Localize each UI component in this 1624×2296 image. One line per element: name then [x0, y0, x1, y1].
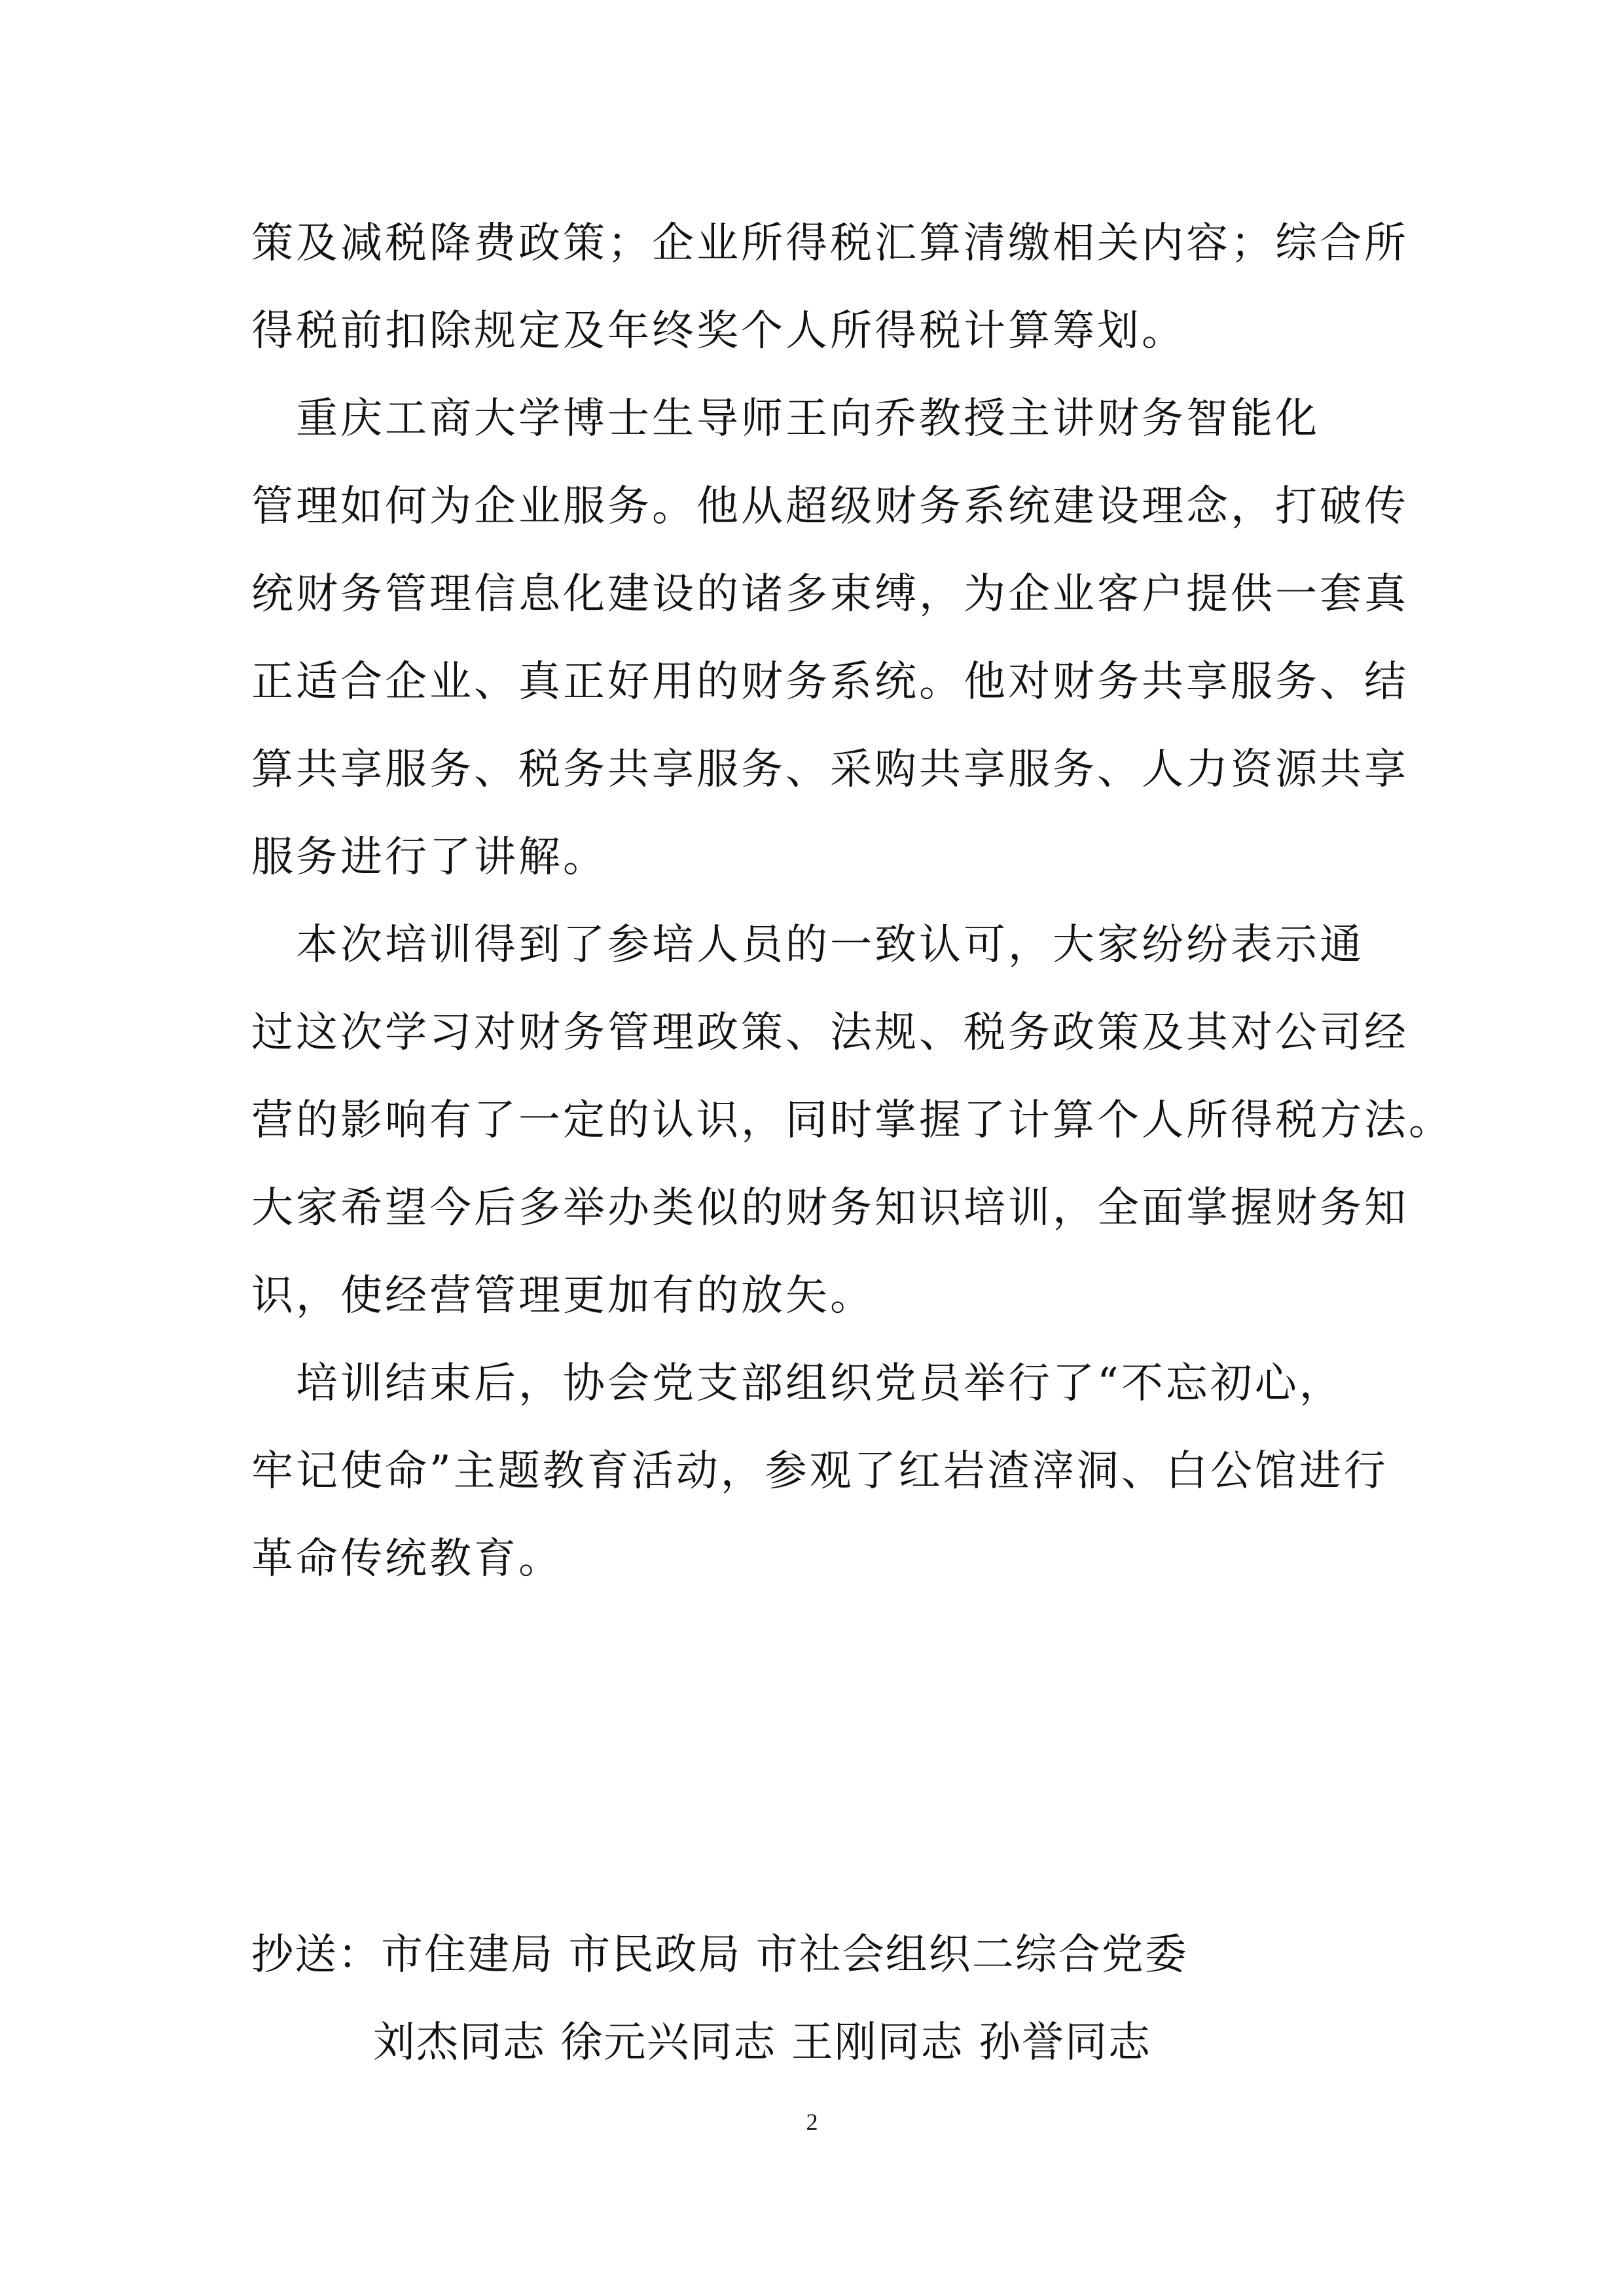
text-line: 策及减税降费政策；企业所得税汇算清缴相关内容；综合所 — [251, 219, 1409, 268]
body-text — [251, 200, 1453, 1603]
text-line: 牢记使命”主题教育活动，参观了红岩渣滓洞、白公馆进行 — [251, 1447, 1388, 1496]
text-line: 营的影响有了一定的认识，同时掌握了计算个人所得税方法。 — [251, 1096, 1453, 1145]
text-line: 本次培训得到了参培人员的一致认可，大家纷纷表示通 — [251, 921, 1364, 969]
text-line: 革命传统教育。 — [251, 1535, 563, 1583]
text-line: 正适合企业、真正好用的财务系统。他对财务共享服务、结 — [251, 658, 1409, 706]
text-line: 过这次学习对财务管理政策、法规、税务政策及其对公司经 — [251, 1009, 1409, 1057]
text-line: 识，使经营管理更加有的放矢。 — [251, 1272, 875, 1320]
cc-block — [251, 1911, 1390, 2087]
text-line: 大家希望今后多举办类似的财务知识培训，全面掌握财务知 — [251, 1184, 1409, 1232]
text-line: 统财务管理信息化建设的诸多束缚，为企业客户提供一套真 — [251, 570, 1409, 619]
text-line: 管理如何为企业服务。他从超级财务系统建设理念，打破传 — [251, 482, 1409, 531]
text-line: 重庆工商大学博士生导师王向乔教授主讲财务智能化 — [251, 395, 1320, 443]
cc-recipients: 抄送：市住建局 市民政局 市社会组织二综合党委 — [251, 1931, 1188, 1979]
cc-persons: 刘杰同志 徐元兴同志 王刚同志 孙誉同志 — [373, 2018, 1152, 2067]
text-line: 得税前扣除规定及年终奖个人所得税计算筹划。 — [251, 307, 1186, 355]
text-line: 算共享服务、税务共享服务、采购共享服务、人力资源共享 — [251, 745, 1409, 794]
text-line: 培训结束后，协会党支部组织党员举行了“不忘初心， — [251, 1359, 1344, 1408]
text-line: 服务进行了讲解。 — [251, 833, 607, 882]
page-number: 2 — [806, 2109, 818, 2135]
